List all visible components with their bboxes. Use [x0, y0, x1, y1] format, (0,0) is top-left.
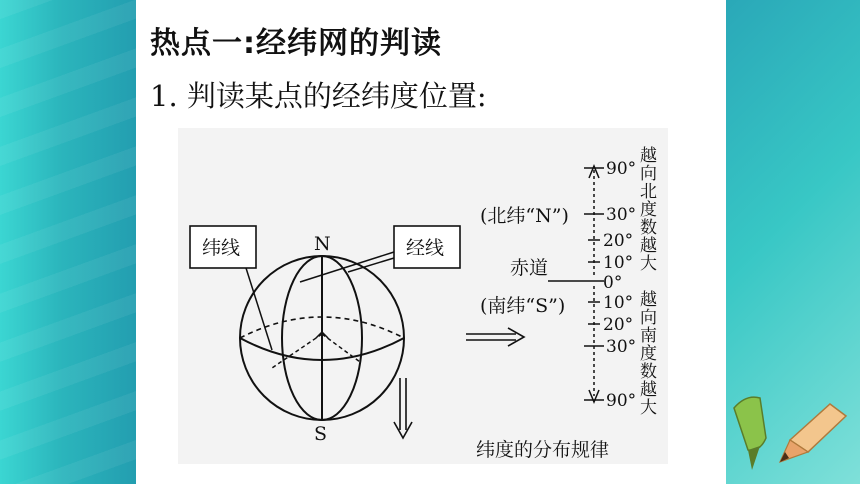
- globe: [240, 256, 404, 420]
- mark-n20: 20°: [603, 231, 634, 251]
- mark-s30: 30°: [606, 337, 637, 357]
- mark-n30: 30°: [606, 205, 637, 225]
- angle-line-left: [272, 334, 322, 368]
- equator-label: 赤道: [510, 257, 549, 279]
- north-rule-text: 越向北度数越大: [636, 146, 656, 272]
- figure-caption: 纬度的分布规律: [476, 439, 610, 461]
- mark-s10: 10°: [603, 293, 634, 313]
- north-latitude-label: (北纬“N”): [480, 205, 569, 227]
- crayon-illustration: [734, 397, 846, 470]
- south-latitude-label: (南纬“S”): [480, 295, 566, 317]
- slide-heading: 热点一:经纬网的判读: [150, 26, 442, 61]
- mark-s20: 20°: [603, 315, 634, 335]
- right-double-arrow: [466, 328, 524, 346]
- down-double-arrow: [394, 378, 412, 438]
- south-rule-text: 越向南度数越大: [636, 290, 656, 416]
- south-label: S: [314, 423, 328, 445]
- slide-subheading: 1. 判读某点的经纬度位置:: [150, 79, 487, 113]
- mark-zero: 0°: [603, 273, 623, 293]
- scale-labels: [603, 159, 636, 411]
- latitude-line-label: 纬线: [202, 237, 241, 259]
- latitude-scale: [548, 166, 604, 402]
- mark-n90: 90°: [606, 159, 637, 179]
- latitude-pointer: [246, 268, 272, 350]
- longitude-line-label: 经线: [406, 237, 445, 259]
- north-label: N: [314, 233, 331, 255]
- mark-s90: 90°: [606, 391, 637, 411]
- mark-n10: 10°: [603, 253, 634, 273]
